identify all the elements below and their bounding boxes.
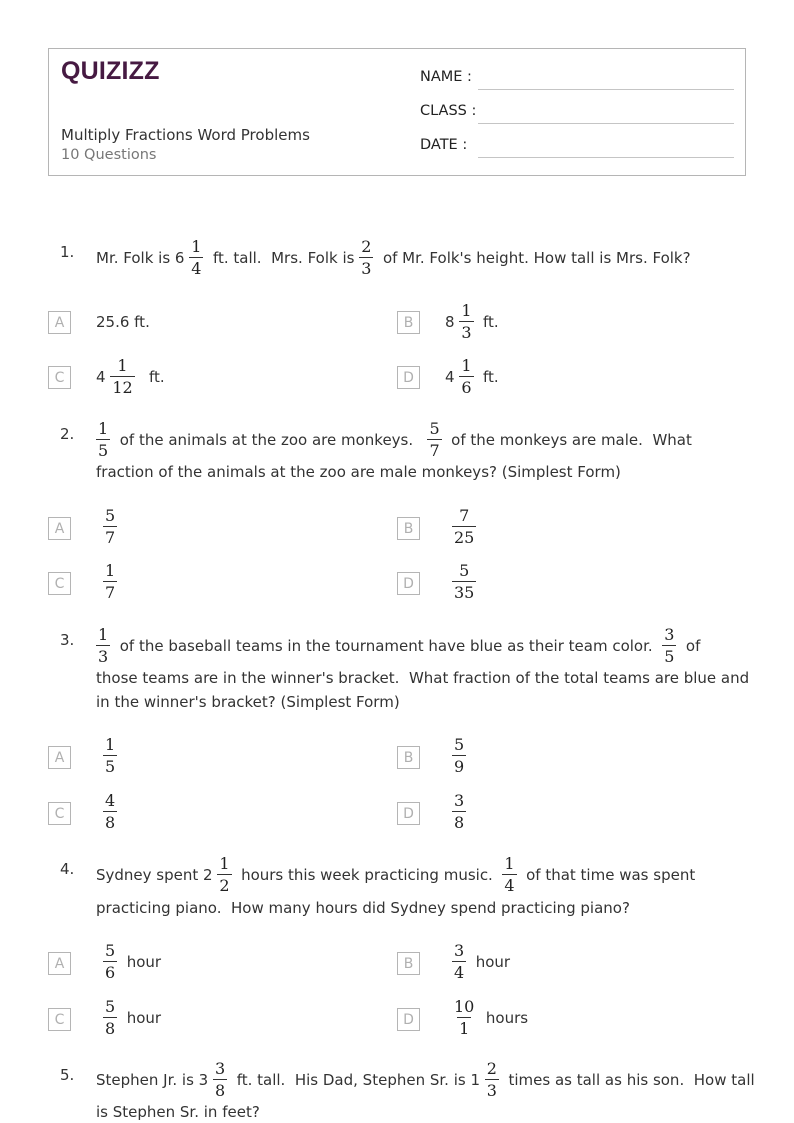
- option-letter-box[interactable]: D: [397, 1008, 420, 1031]
- text-run: of the animals at the zoo are monkeys.: [110, 431, 428, 449]
- fraction-denominator: 5: [105, 757, 116, 776]
- fraction-numerator: 10: [454, 997, 475, 1016]
- option-answer[interactable]: [445, 302, 499, 342]
- fraction-denominator: 5: [98, 441, 109, 460]
- text-run: 4: [445, 368, 460, 386]
- option-answer[interactable]: [103, 792, 117, 832]
- fraction: [103, 507, 117, 547]
- text-run: Mr. Folk is 6: [96, 249, 190, 267]
- fraction: [103, 736, 117, 776]
- question-text: [96, 238, 691, 278]
- date-label: DATE :: [420, 137, 468, 153]
- worksheet-title: Multiply Fractions Word Problems: [61, 126, 310, 144]
- fraction-denominator: 7: [429, 441, 440, 460]
- fraction: [452, 792, 466, 832]
- fraction-numerator: 1: [105, 561, 116, 580]
- text-run: times as tall as his son. How tall: [498, 1071, 755, 1089]
- fraction: [452, 507, 476, 547]
- fraction-denominator: 4: [504, 876, 515, 895]
- fraction-denominator: 7: [105, 528, 116, 547]
- fraction: [662, 626, 676, 666]
- text-run: ft.: [134, 368, 165, 386]
- question-text: [96, 463, 621, 481]
- text-run: is Stephen Sr. in feet?: [96, 1103, 260, 1121]
- fraction-denominator: 8: [105, 1019, 116, 1038]
- fraction-numerator: 1: [98, 419, 109, 438]
- fraction-numerator: 1: [117, 356, 128, 375]
- name-line[interactable]: [478, 89, 734, 90]
- worksheet-header: [48, 48, 746, 176]
- option-letter-box[interactable]: B: [397, 746, 420, 769]
- fraction: [452, 562, 476, 602]
- text-run: of that time was spent: [516, 866, 696, 884]
- option-letter-box[interactable]: A: [48, 746, 71, 769]
- fraction: [213, 1060, 227, 1100]
- fraction-numerator: 2: [486, 1059, 497, 1078]
- fraction-numerator: 5: [105, 506, 116, 525]
- option-answer[interactable]: [452, 562, 476, 602]
- fraction: [485, 1060, 499, 1100]
- option-answer[interactable]: [452, 998, 528, 1038]
- option-letter-box[interactable]: C: [48, 1008, 71, 1031]
- question-count: 10 Questions: [61, 147, 157, 163]
- question-number: 2.: [60, 425, 75, 443]
- fraction-denominator: 3: [361, 259, 372, 278]
- option-letter-box[interactable]: C: [48, 802, 71, 825]
- text-run: 8: [445, 313, 460, 331]
- option-answer[interactable]: [452, 792, 466, 832]
- fraction: [110, 357, 134, 397]
- option-answer[interactable]: [96, 313, 150, 331]
- text-run: of Mr. Folk's height. How tall is Mrs. Folk?: [373, 249, 691, 267]
- text-run: hours this week practicing music.: [231, 866, 503, 884]
- fraction-denominator: 6: [461, 378, 472, 397]
- fraction: [103, 998, 117, 1038]
- fraction: [96, 420, 110, 460]
- fraction: [502, 855, 516, 895]
- text-run: those teams are in the winner's bracket. What fraction of the total teams are blue and: [96, 669, 750, 687]
- question-number: 4.: [60, 860, 75, 878]
- option-answer[interactable]: [452, 942, 510, 982]
- option-letter-box[interactable]: A: [48, 952, 71, 975]
- option-letter-box[interactable]: A: [48, 517, 71, 540]
- option-letter-box[interactable]: C: [48, 572, 71, 595]
- fraction-denominator: 12: [112, 378, 133, 397]
- name-label: NAME :: [420, 69, 472, 85]
- date-line[interactable]: [478, 157, 734, 158]
- fraction-denominator: 5: [664, 647, 675, 666]
- question-text: [96, 1103, 260, 1121]
- option-answer[interactable]: [103, 942, 161, 982]
- question-text: [96, 855, 695, 895]
- fraction: [103, 562, 117, 602]
- text-run: ft. tall. His Dad, Stephen Sr. is 1: [227, 1071, 485, 1089]
- text-run: Stephen Jr. is 3: [96, 1071, 213, 1089]
- question-number: 3.: [60, 631, 75, 649]
- option-letter-box[interactable]: A: [48, 311, 71, 334]
- fraction-numerator: 1: [191, 237, 202, 256]
- option-letter-box[interactable]: B: [397, 952, 420, 975]
- fraction: [103, 792, 117, 832]
- option-letter-box[interactable]: B: [397, 517, 420, 540]
- fraction-numerator: 1: [504, 854, 515, 873]
- option-letter-box[interactable]: C: [48, 366, 71, 389]
- fraction-numerator: 1: [461, 301, 472, 320]
- fraction-denominator: 3: [461, 323, 472, 342]
- fraction: [459, 357, 473, 397]
- question-text: [96, 626, 700, 666]
- option-letter-box[interactable]: B: [397, 311, 420, 334]
- fraction-denominator: 8: [214, 1081, 226, 1100]
- option-answer[interactable]: [103, 507, 117, 547]
- fraction-denominator: 9: [454, 757, 465, 776]
- option-answer[interactable]: [103, 998, 161, 1038]
- question-text: [96, 420, 692, 460]
- fraction-numerator: 2: [361, 237, 372, 256]
- fraction-denominator: 8: [454, 813, 465, 832]
- option-letter-box[interactable]: D: [397, 572, 420, 595]
- fraction: [452, 942, 466, 982]
- fraction-numerator: 1: [219, 854, 230, 873]
- fraction: [452, 998, 476, 1038]
- fraction-denominator: 2: [219, 876, 230, 895]
- class-label: CLASS :: [420, 103, 477, 119]
- fraction-numerator: 5: [429, 419, 440, 438]
- fraction-denominator: 25: [454, 528, 475, 547]
- text-run: hour: [117, 953, 162, 971]
- fraction: [189, 238, 203, 278]
- fraction: [359, 238, 373, 278]
- option-letter-box[interactable]: D: [397, 802, 420, 825]
- fraction-numerator: 5: [105, 941, 116, 960]
- fraction-numerator: 1: [98, 625, 109, 644]
- fraction-denominator: 6: [105, 963, 116, 982]
- text-run: ft.: [473, 368, 499, 386]
- option-answer[interactable]: [103, 562, 117, 602]
- option-answer[interactable]: [452, 507, 476, 547]
- class-line[interactable]: [478, 123, 734, 124]
- text-run: ft.: [473, 313, 499, 331]
- fraction-denominator: 3: [486, 1081, 497, 1100]
- text-run: ft. tall. Mrs. Folk is: [203, 249, 360, 267]
- option-answer[interactable]: [445, 357, 499, 397]
- fraction-numerator: 5: [454, 735, 465, 754]
- fraction-denominator: 1: [459, 1019, 470, 1038]
- text-run: hours: [476, 1009, 529, 1027]
- text-run: of the baseball teams in the tournament have blue as their team color.: [110, 637, 663, 655]
- text-run: hour: [117, 1009, 162, 1027]
- fraction: [217, 855, 231, 895]
- fraction-denominator: 7: [105, 583, 116, 602]
- fraction: [427, 420, 441, 460]
- question-text: [96, 1060, 755, 1100]
- fraction: [452, 736, 466, 776]
- text-run: fraction of the animals at the zoo are male monkeys? (Simplest Form): [96, 463, 621, 481]
- question-text: [96, 693, 400, 711]
- fraction: [459, 302, 473, 342]
- text-run: hour: [466, 953, 511, 971]
- fraction-numerator: 5: [459, 561, 470, 580]
- text-run: of: [676, 637, 701, 655]
- question-number: 5.: [60, 1066, 75, 1084]
- option-answer[interactable]: [96, 357, 165, 397]
- option-letter-box[interactable]: D: [397, 366, 420, 389]
- text-run: of the monkeys are male. What: [441, 431, 692, 449]
- text-run: 4: [96, 368, 111, 386]
- fraction-denominator: 4: [454, 963, 465, 982]
- fraction-denominator: 35: [454, 583, 475, 602]
- question-text: [96, 669, 749, 687]
- fraction-numerator: 1: [461, 356, 472, 375]
- fraction: [103, 942, 117, 982]
- fraction-numerator: 1: [105, 735, 116, 754]
- text-run: Sydney spent 2: [96, 866, 218, 884]
- fraction-denominator: 4: [191, 259, 202, 278]
- fraction-numerator: 7: [459, 506, 470, 525]
- text-run: in the winner's bracket? (Simplest Form): [96, 693, 400, 711]
- option-answer[interactable]: [452, 736, 466, 776]
- fraction-denominator: 3: [98, 647, 109, 666]
- quizizz-logo: QUIZIZZ: [61, 57, 160, 85]
- question-text: [96, 899, 630, 917]
- fraction-numerator: 3: [454, 941, 465, 960]
- fraction-numerator: 3: [664, 625, 675, 644]
- fraction-numerator: 4: [105, 791, 116, 810]
- fraction: [96, 626, 110, 666]
- fraction-denominator: 8: [105, 813, 116, 832]
- option-answer[interactable]: [103, 736, 117, 776]
- fraction-numerator: 5: [105, 997, 116, 1016]
- fraction-numerator: 3: [454, 791, 465, 810]
- text-run: 25.6 ft.: [96, 313, 150, 331]
- question-number: 1.: [60, 243, 75, 261]
- text-run: practicing piano. How many hours did Sydney spend practicing piano?: [96, 899, 630, 917]
- fraction-numerator: 3: [214, 1059, 226, 1078]
